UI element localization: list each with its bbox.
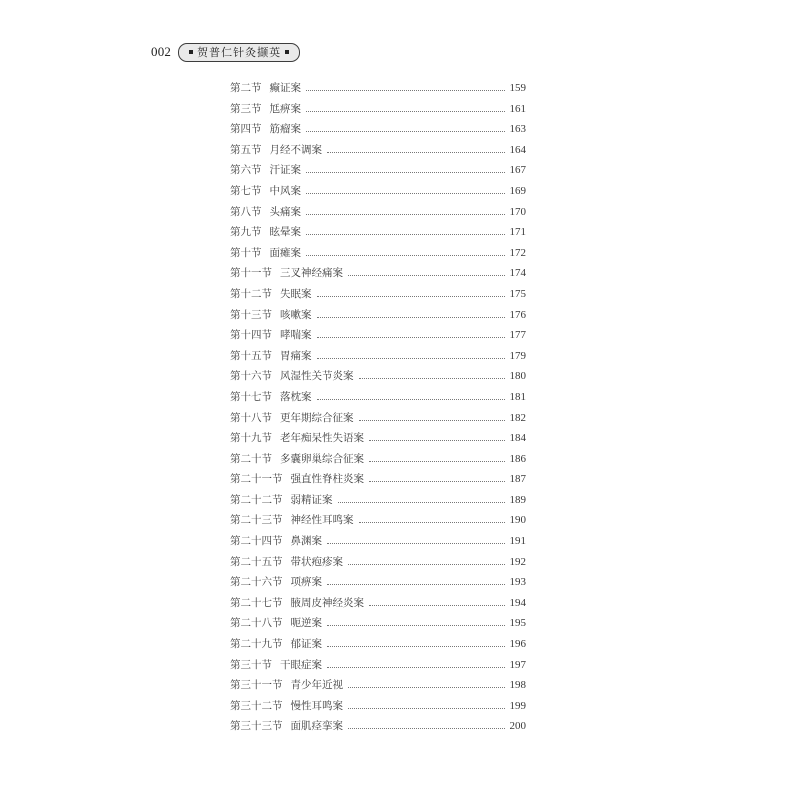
toc-section-number: 第十节 (230, 246, 262, 259)
toc-entry (230, 533, 526, 554)
toc-section-number: 第三十三节 (230, 720, 283, 733)
toc-section-title: 神经性耳鸣案 (290, 514, 354, 527)
toc-dot-leader (317, 399, 506, 400)
toc-entry (230, 368, 526, 389)
toc-dot-leader (359, 522, 506, 523)
toc-section-number: 第二节 (230, 82, 262, 94)
toc-section-title: 头痛案 (269, 205, 301, 218)
table-of-contents (230, 80, 526, 739)
toc-section-number: 第七节 (230, 184, 262, 197)
toc-page-number: 179 (509, 349, 526, 362)
book-title: 贺普仁针灸撷英 (197, 46, 282, 59)
toc-entry (230, 327, 526, 348)
toc-section-title: 干眼症案 (280, 658, 322, 671)
toc-section-number: 第三十节 (230, 658, 272, 671)
toc-dot-leader (348, 275, 505, 276)
toc-page-number: 161 (509, 102, 526, 115)
toc-section-title: 更年期综合征案 (280, 411, 354, 424)
toc-entry (230, 430, 526, 451)
toc-section-number: 第十三节 (230, 308, 272, 321)
toc-entry (230, 512, 526, 533)
toc-page-number: 192 (509, 555, 526, 568)
toc-dot-leader (327, 543, 505, 544)
toc-entry (230, 492, 526, 513)
toc-section-title: 面肌痉挛案 (290, 720, 343, 733)
toc-entry (230, 657, 526, 678)
toc-entry (230, 80, 526, 101)
toc-entry (230, 554, 526, 575)
toc-entry (230, 615, 526, 636)
toc-entry (230, 451, 526, 472)
toc-section-number: 第十五节 (230, 349, 272, 362)
toc-section-title: 风湿性关节炎案 (280, 370, 354, 383)
toc-page-number: 167 (509, 164, 526, 177)
toc-section-number: 第三十一节 (230, 679, 283, 692)
toc-entry (230, 574, 526, 595)
toc-dot-leader (306, 255, 505, 256)
toc-page-number: 195 (509, 617, 526, 630)
toc-dot-leader (327, 646, 505, 647)
toc-section-title: 月经不调案 (269, 143, 322, 156)
toc-dot-leader (327, 584, 505, 585)
toc-entry (230, 410, 526, 431)
toc-section-number: 第八节 (230, 205, 262, 218)
toc-section-number: 第二十六节 (230, 576, 283, 589)
square-bullet-icon (189, 50, 193, 54)
toc-dot-leader (306, 131, 505, 132)
toc-entry (230, 636, 526, 657)
toc-entry (230, 348, 526, 369)
toc-section-title: 尪痹案 (269, 102, 301, 115)
toc-page-number: 186 (509, 452, 526, 465)
toc-page-number: 164 (509, 143, 526, 156)
toc-section-number: 第六节 (230, 164, 262, 177)
toc-page-number: 163 (509, 123, 526, 136)
square-bullet-icon (285, 50, 289, 54)
toc-section-title: 筋瘤案 (269, 123, 301, 136)
toc-section-number: 第二十五节 (230, 555, 283, 568)
toc-page-number: 159 (509, 82, 526, 94)
toc-section-number: 第十六节 (230, 370, 272, 383)
toc-page-number: 187 (509, 473, 526, 486)
toc-entry (230, 224, 526, 245)
toc-page-number: 193 (509, 576, 526, 589)
toc-dot-leader (359, 420, 506, 421)
toc-section-number: 第十四节 (230, 329, 272, 342)
toc-entry (230, 162, 526, 183)
toc-section-title: 失眠案 (280, 287, 312, 300)
toc-dot-leader (338, 502, 506, 503)
toc-section-number: 第二十节 (230, 452, 272, 465)
toc-section-title: 落枕案 (280, 390, 312, 403)
toc-page-number: 194 (509, 596, 526, 609)
toc-page-number: 196 (509, 638, 526, 651)
toc-page-number: 171 (509, 226, 526, 239)
toc-page-number: 198 (509, 679, 526, 692)
toc-dot-leader (306, 234, 505, 235)
toc-entry (230, 121, 526, 142)
toc-dot-leader (348, 687, 505, 688)
toc-section-number: 第三节 (230, 102, 262, 115)
toc-dot-leader (317, 317, 506, 318)
toc-section-number: 第二十九节 (230, 638, 283, 651)
toc-page-number: 189 (509, 493, 526, 506)
toc-section-title: 哮喘案 (280, 329, 312, 342)
toc-entry (230, 718, 526, 739)
toc-entry (230, 101, 526, 122)
toc-section-number: 第四节 (230, 123, 262, 136)
toc-section-number: 第二十二节 (230, 493, 283, 506)
toc-entry (230, 204, 526, 225)
toc-dot-leader (327, 152, 505, 153)
toc-section-title: 青少年近视 (290, 679, 343, 692)
toc-entry (230, 677, 526, 698)
toc-dot-leader (348, 564, 505, 565)
toc-section-title: 咳嗽案 (280, 308, 312, 321)
toc-dot-leader (306, 214, 505, 215)
toc-section-title: 呃逆案 (290, 617, 322, 630)
toc-section-number: 第十七节 (230, 390, 272, 403)
toc-entry (230, 286, 526, 307)
toc-section-number: 第十二节 (230, 287, 272, 300)
toc-entry (230, 245, 526, 266)
toc-dot-leader (327, 625, 505, 626)
toc-entry (230, 698, 526, 719)
toc-dot-leader (369, 605, 505, 606)
toc-section-title: 中风案 (269, 184, 301, 197)
toc-page-number: 200 (509, 720, 526, 733)
toc-entry (230, 389, 526, 410)
page-number: 002 (151, 44, 172, 59)
toc-section-title: 弱精证案 (290, 493, 333, 506)
toc-section-title: 慢性耳鸣案 (290, 699, 343, 712)
toc-section-number: 第十八节 (230, 411, 272, 424)
toc-section-number: 第二十四节 (230, 535, 283, 548)
toc-page-number: 190 (509, 514, 526, 527)
toc-section-number: 第五节 (230, 143, 262, 156)
toc-dot-leader (348, 728, 505, 729)
toc-section-title: 三叉神经痛案 (280, 267, 343, 280)
toc-dot-leader (348, 708, 505, 709)
toc-entry (230, 595, 526, 616)
toc-dot-leader (327, 667, 505, 668)
toc-section-number: 第九节 (230, 226, 262, 239)
toc-entry (230, 265, 526, 286)
toc-dot-leader (317, 358, 506, 359)
toc-section-title: 郁证案 (290, 638, 322, 651)
toc-page-number: 182 (509, 411, 526, 424)
toc-dot-leader (369, 461, 505, 462)
toc-section-title: 强直性脊柱炎案 (290, 473, 364, 486)
toc-page-number: 191 (509, 535, 526, 548)
toc-section-title: 带状疱疹案 (290, 555, 343, 568)
toc-dot-leader (369, 440, 505, 441)
toc-page-number: 175 (509, 287, 526, 300)
toc-section-title: 老年痴呆性失语案 (280, 432, 364, 445)
toc-dot-leader (306, 172, 505, 173)
toc-page-number: 170 (509, 205, 526, 218)
toc-page-number: 184 (509, 432, 526, 445)
toc-dot-leader (306, 111, 505, 112)
toc-section-title: 项痹案 (290, 576, 322, 589)
toc-section-title: 胃痛案 (280, 349, 312, 362)
toc-page-number: 169 (509, 184, 526, 197)
toc-entry (230, 142, 526, 163)
page-header (151, 41, 300, 63)
toc-dot-leader (306, 90, 505, 91)
toc-page-number: 181 (509, 390, 526, 403)
toc-page-number: 177 (509, 329, 526, 342)
toc-entry (230, 183, 526, 204)
toc-page-number: 172 (509, 246, 526, 259)
toc-page-number: 199 (509, 699, 526, 712)
toc-page-number: 176 (509, 308, 526, 321)
toc-section-number: 第二十三节 (230, 514, 283, 527)
toc-section-title: 汗证案 (269, 164, 301, 177)
toc-section-number: 第十一节 (230, 267, 272, 280)
toc-dot-leader (306, 193, 505, 194)
toc-entry (230, 471, 526, 492)
toc-dot-leader (317, 296, 506, 297)
toc-section-number: 第二十七节 (230, 596, 283, 609)
toc-page-number: 197 (509, 658, 526, 671)
toc-section-title: 眩晕案 (269, 226, 301, 239)
toc-entry (230, 307, 526, 328)
toc-section-title: 鼻渊案 (290, 535, 322, 548)
toc-section-number: 第二十八节 (230, 617, 283, 630)
toc-section-title: 腋周皮神经炎案 (290, 596, 364, 609)
toc-section-number: 第二十一节 (230, 473, 283, 486)
toc-dot-leader (359, 378, 506, 379)
toc-dot-leader (369, 481, 505, 482)
toc-section-title: 面瘫案 (269, 246, 301, 259)
toc-page-number: 180 (509, 370, 526, 383)
toc-section-number: 第十九节 (230, 432, 272, 445)
toc-section-number: 第三十二节 (230, 699, 283, 712)
toc-section-title: 多囊卵巢综合征案 (280, 452, 364, 465)
toc-page-number: 174 (509, 267, 526, 280)
toc-section-title: 癫证案 (269, 82, 301, 94)
book-title-badge (178, 43, 300, 62)
toc-dot-leader (317, 337, 506, 338)
